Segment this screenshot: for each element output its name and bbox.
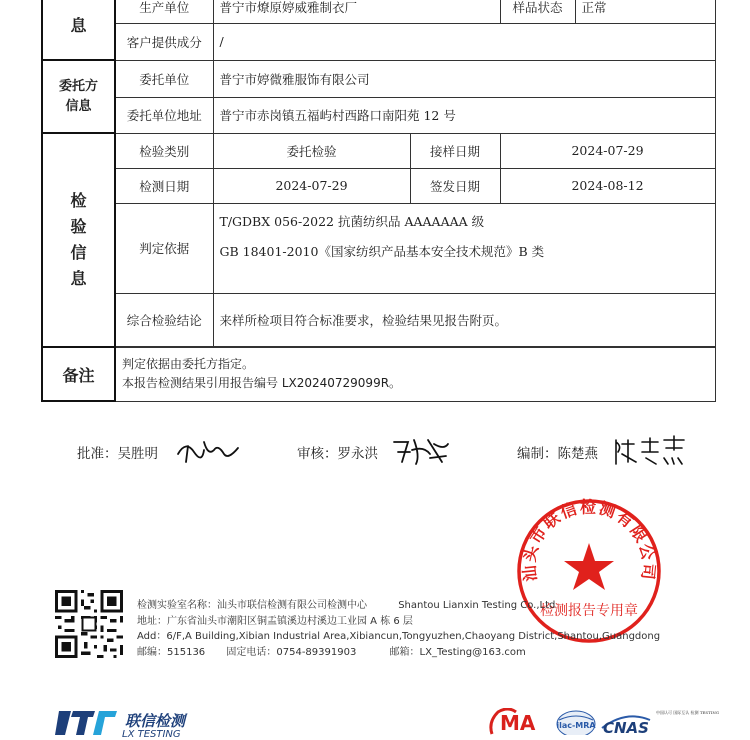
address-cn: 地址：广东省汕头市潮阳区铜盂镇溪边村溪边工业园 A 栋 6 层	[137, 615, 413, 627]
inspection-heading-char: 检	[70, 191, 87, 210]
logo-subtext: LX TESTING	[122, 729, 181, 740]
cma-mark-icon	[486, 708, 552, 735]
inspection-heading-char: 验	[70, 217, 87, 236]
compile-group	[517, 442, 598, 462]
email: 邮箱：LX_Testing@163.com	[389, 646, 526, 658]
client-label: 委托单位	[115, 60, 213, 97]
remarks-heading: 备注	[42, 347, 115, 401]
compile-signature-icon	[612, 432, 690, 472]
review-label: 审核：	[297, 446, 338, 462]
sample-section-heading: 息	[42, 0, 115, 60]
qr-code-icon	[55, 590, 123, 658]
address-en: Add：6/F,A Building,Xibian Industrial Area,Xibiancun,Tongyuzhen,Chaoyang District,Shantou,Guangdong	[137, 631, 661, 643]
address-label: 委托单位地址	[115, 97, 213, 133]
basis-line: T/GDBX 056-2022 抗菌纺织品 AAAAAAA 级	[219, 213, 485, 229]
remarks-line: 判定依据由委托方指定。	[122, 357, 255, 371]
client-heading-line1: 委托方	[58, 78, 98, 94]
approve-name: 吴胜明	[117, 446, 158, 462]
basis-label: 判定依据	[115, 203, 213, 293]
test-date-label: 检测日期	[115, 168, 213, 203]
approve-label: 批准：	[77, 446, 118, 462]
review-signature-icon	[390, 432, 452, 472]
inspection-heading-char: 息	[70, 269, 87, 288]
footer-contact-line	[137, 645, 660, 661]
cnas-note: 中国认可 国际互认 检测 TESTING	[656, 710, 720, 715]
receive-date-value: 2024-07-29	[500, 133, 715, 168]
cnas-mark-text: CNAS	[603, 719, 649, 735]
inspection-section-heading	[42, 133, 115, 347]
lab-name-en: Shantou Lianxin Testing Co.,Ltd	[398, 600, 556, 611]
address-value: 普宁市赤岗镇五福屿村西路口南阳苑 12 号	[213, 97, 715, 133]
issue-date-label: 签发日期	[410, 168, 500, 203]
review-group	[297, 442, 378, 462]
inspection-type-value: 委托检验	[213, 133, 410, 168]
logo-text: 联信检测	[125, 712, 186, 730]
postcode: 邮编：515136	[137, 646, 206, 658]
compile-label: 编制：	[517, 446, 558, 462]
lx-logo-icon	[55, 705, 120, 735]
receive-date-label: 接样日期	[410, 133, 500, 168]
footer-lab-line	[137, 598, 660, 614]
footer-info	[137, 598, 660, 660]
seal-ring-text: 汕头市联信检测有限公司	[519, 497, 659, 583]
client-section-heading	[42, 60, 115, 133]
inspection-type-label: 检验类别	[115, 133, 213, 168]
ma-mark-text: MA	[500, 711, 536, 735]
seal-bottom-text: 检测报告专用章	[540, 603, 638, 619]
issue-date-value: 2024-08-12	[500, 168, 715, 203]
customer-ingredients-value: /	[213, 23, 715, 60]
cnas-mark-icon	[600, 708, 652, 735]
phone: 固定电话：0754-89391903	[226, 646, 357, 658]
basis-value	[213, 203, 715, 293]
client-heading-line2: 信息	[65, 98, 92, 114]
review-name: 罗永洪	[337, 446, 378, 462]
producer-label: 生产单位	[115, 0, 213, 23]
remarks-value	[115, 347, 715, 401]
compile-name: 陈楚燕	[557, 446, 598, 462]
report-table	[41, 0, 716, 402]
approve-signature-icon	[174, 432, 244, 472]
customer-ingredients-label: 客户提供成分	[115, 23, 213, 60]
inspection-heading-char: 信	[70, 243, 87, 262]
test-date-value: 2024-07-29	[213, 168, 410, 203]
signature-row	[0, 432, 750, 472]
conclusion-label: 综合检验结论	[115, 293, 213, 346]
ilac-mark-text: ilac-MRA	[556, 721, 596, 730]
client-value: 普宁市婷微雅服饰有限公司	[213, 60, 715, 97]
approve-group	[77, 442, 158, 462]
sample-status-value: 正常	[575, 0, 715, 23]
remarks-line: 本报告检测结果引用报告编号 LX20240729099R。	[122, 376, 402, 390]
sample-status-label: 样品状态	[500, 0, 575, 23]
ilac-mra-icon	[555, 708, 597, 735]
basis-line: GB 18401-2010《国家纺织产品基本安全技术规范》B 类	[219, 243, 545, 259]
producer-value: 普宁市燎原婷威雅制衣厂	[213, 0, 500, 23]
conclusion-value: 来样所检项目符合标准要求，检验结果见报告附页。	[213, 293, 715, 346]
lab-name: 检测实验室名称：汕头市联信检测有限公司检测中心	[137, 600, 367, 611]
